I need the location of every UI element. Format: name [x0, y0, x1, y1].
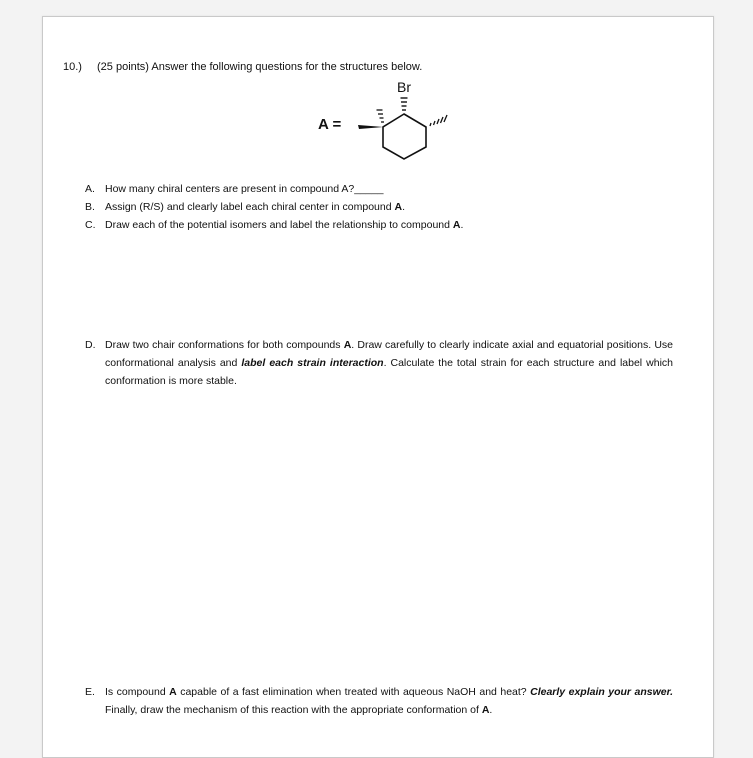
question-letter: D. [85, 339, 96, 351]
compound-ref: A [169, 686, 177, 698]
question-letter: A. [85, 183, 95, 195]
emphasis: label each strain interaction [241, 357, 384, 369]
question-letter: E. [85, 686, 95, 698]
answer-blank: _____ [354, 183, 384, 195]
right-hashed-bond [430, 115, 447, 126]
question-letter: C. [85, 219, 96, 231]
question-c-text: Draw each of the potential isomers and label the relationship to compound [105, 219, 453, 231]
question-a-text: How many chiral centers are present in compound A? [105, 183, 355, 195]
text-run: Finally, draw the mechanism of this reaction with the appropriate conformation of [105, 704, 482, 716]
cyclohexane-ring [383, 114, 426, 159]
compound-ref: A [452, 219, 461, 231]
punctuation: . [402, 201, 405, 213]
left-hashed-bond [377, 110, 385, 122]
question-instructions: (25 points) Answer the following questions for the structures below. [97, 61, 423, 73]
question-header [63, 61, 422, 73]
bromine-atom: Br [397, 79, 411, 95]
document-page [42, 16, 714, 758]
text-run: . [489, 704, 493, 716]
compound-ref: A [343, 339, 352, 351]
text-run: . Draw carefully to clearly indicate axial and equatorial positions. Use conformational analysis and [105, 339, 673, 369]
text-run: Draw two chair conformations for both compounds [105, 339, 344, 351]
text-run: . Calculate the total strain for each structure and label which conformation is more stable. [105, 357, 673, 387]
text-run: Is compound [105, 686, 170, 698]
question-b-text: Assign (R/S) and clearly label each chiral center in compound [105, 201, 395, 213]
question-number: 10.) [63, 61, 82, 73]
compound-ref: A [481, 704, 490, 716]
emphasis: Clearly explain your answer. [530, 686, 674, 698]
compound-a-structure [308, 75, 478, 165]
question-e-text [105, 683, 673, 719]
br-hashed-bond [401, 98, 408, 110]
punctuation: . [460, 219, 464, 231]
compound-label: A = [318, 116, 342, 133]
text-run: capable of a fast elimination when treated with aqueous NaOH and heat? [176, 686, 531, 698]
question-letter: B. [85, 201, 95, 213]
question-d-text [105, 336, 673, 390]
left-wedge-bond [358, 125, 383, 129]
compound-ref: A [394, 201, 403, 213]
